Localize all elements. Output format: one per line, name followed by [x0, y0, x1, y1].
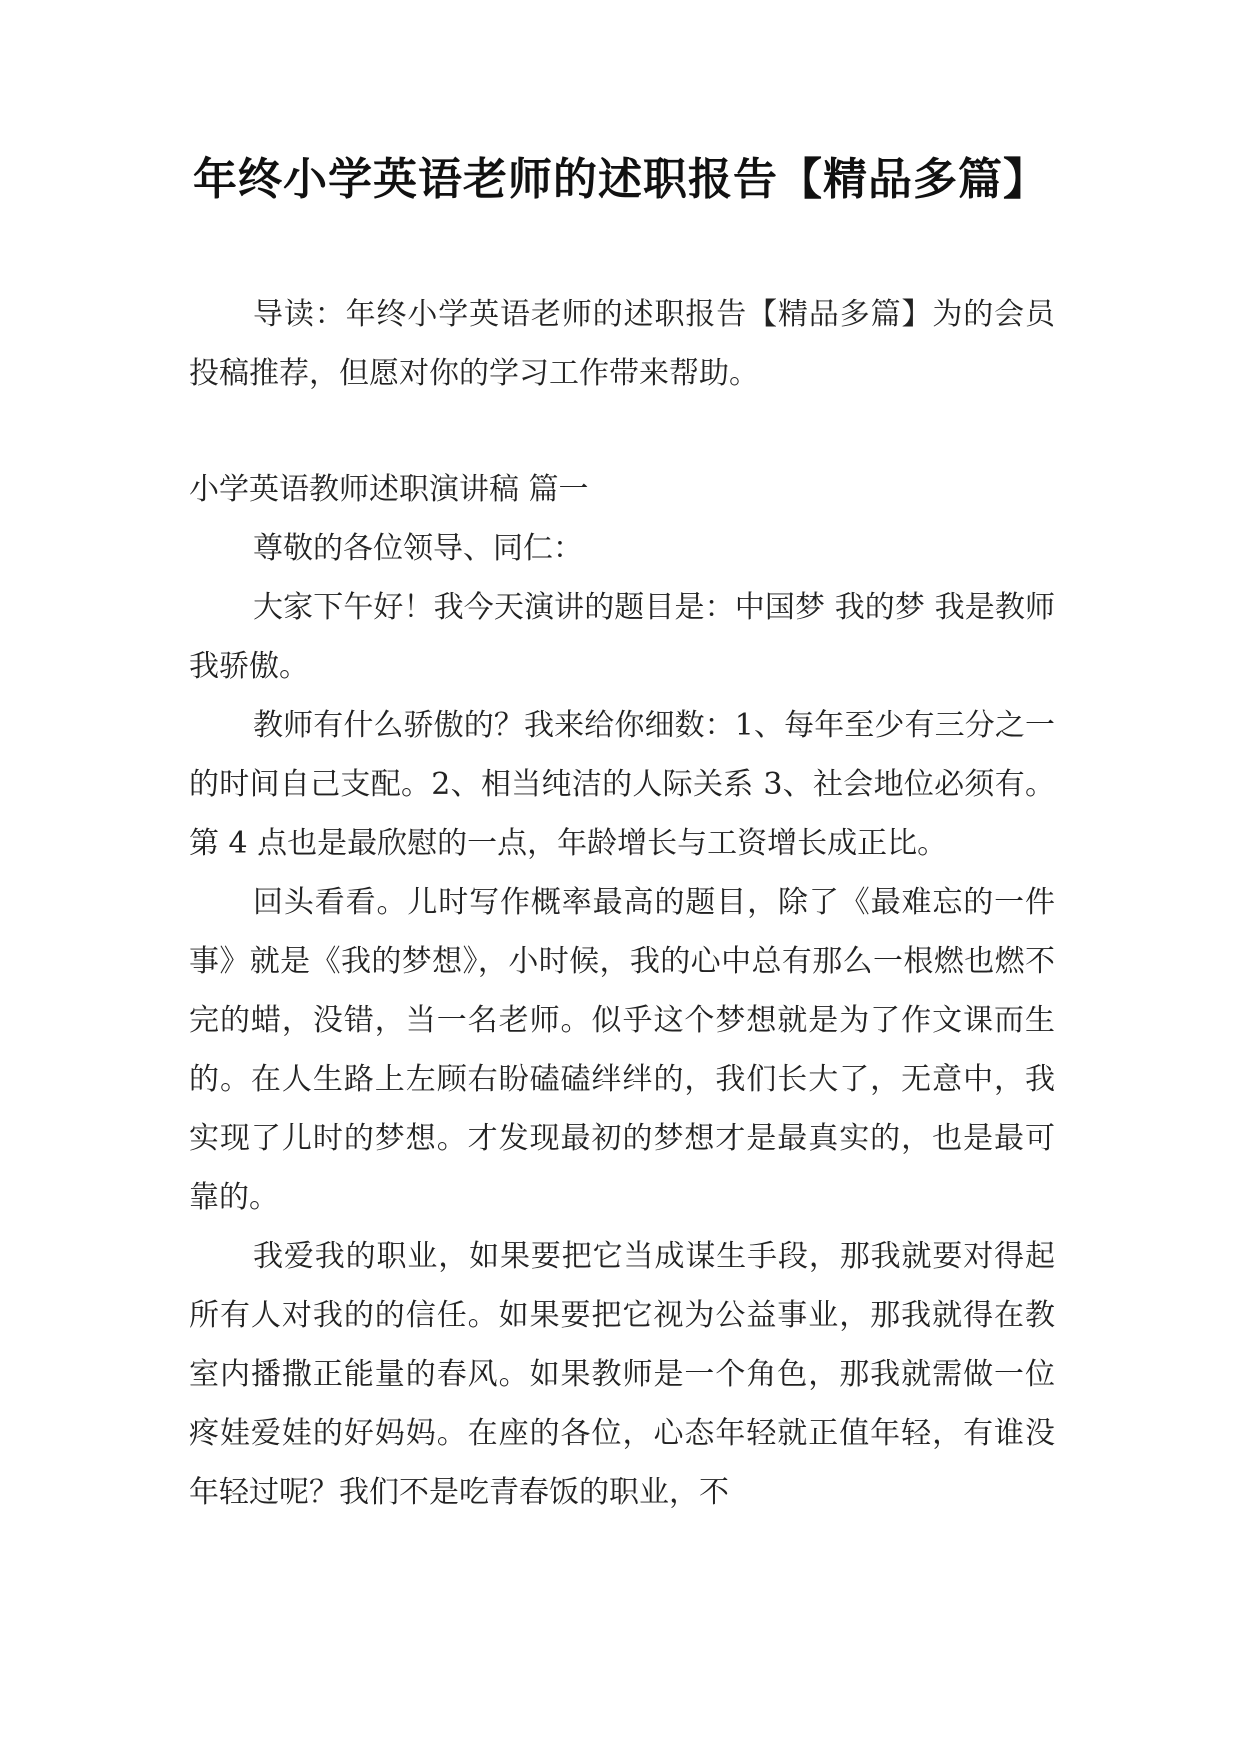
- body-paragraph-salutation: 尊敬的各位领导、同仁：: [253, 531, 583, 566]
- body-paragraph-pride: 教师有什么骄傲的？我来给你细数：1、每年至少有三分之一的时间自己支配。2、相当纯洁的人际关系 3、社会地位必须有。第 4 点也是最欣慰的一点，年龄增长与工资增长成正比。: [189, 708, 1055, 861]
- body-paragraph-profession: 我爱我的职业，如果要把它当成谋生手段，那我就要对得起所有人对我的的信任。如果要把它视为公益事业，那我就得在教室内播撒正能量的春风。如果教师是一个角色，那我就需做一位疼娃爱娃的好妈妈。在座的各位，心态年轻就正值年轻，有谁没年轻过呢？我们不是吃青春饭的职业，不: [189, 1239, 1055, 1510]
- body-paragraph-dream: 回头看看。儿时写作概率最高的题目，除了《最难忘的一件事》就是《我的梦想》，小时候，我的心中总有那么一根燃也燃不完的蜡，没错，当一名老师。似乎这个梦想就是为了作文课而生的。在人生路上左顾右盼磕磕绊绊的，我们长大了，无意中，我实现了儿时的梦想。才发现最初的梦想才是最真实的，也是最可靠的。: [189, 885, 1055, 1215]
- intro-paragraph: 导读：年终小学英语老师的述职报告【精品多篇】为的会员投稿推荐，但愿对你的学习工作带来帮助。: [189, 297, 1055, 391]
- document-body: [189, 285, 1055, 1522]
- body-paragraph-greeting: 大家下午好！我今天演讲的题目是：中国梦 我的梦 我是教师 我骄傲。: [189, 590, 1055, 684]
- section-heading: 小学英语教师述职演讲稿 篇一: [189, 472, 589, 507]
- document-title: 年终小学英语老师的述职报告【精品多篇】: [193, 154, 1048, 205]
